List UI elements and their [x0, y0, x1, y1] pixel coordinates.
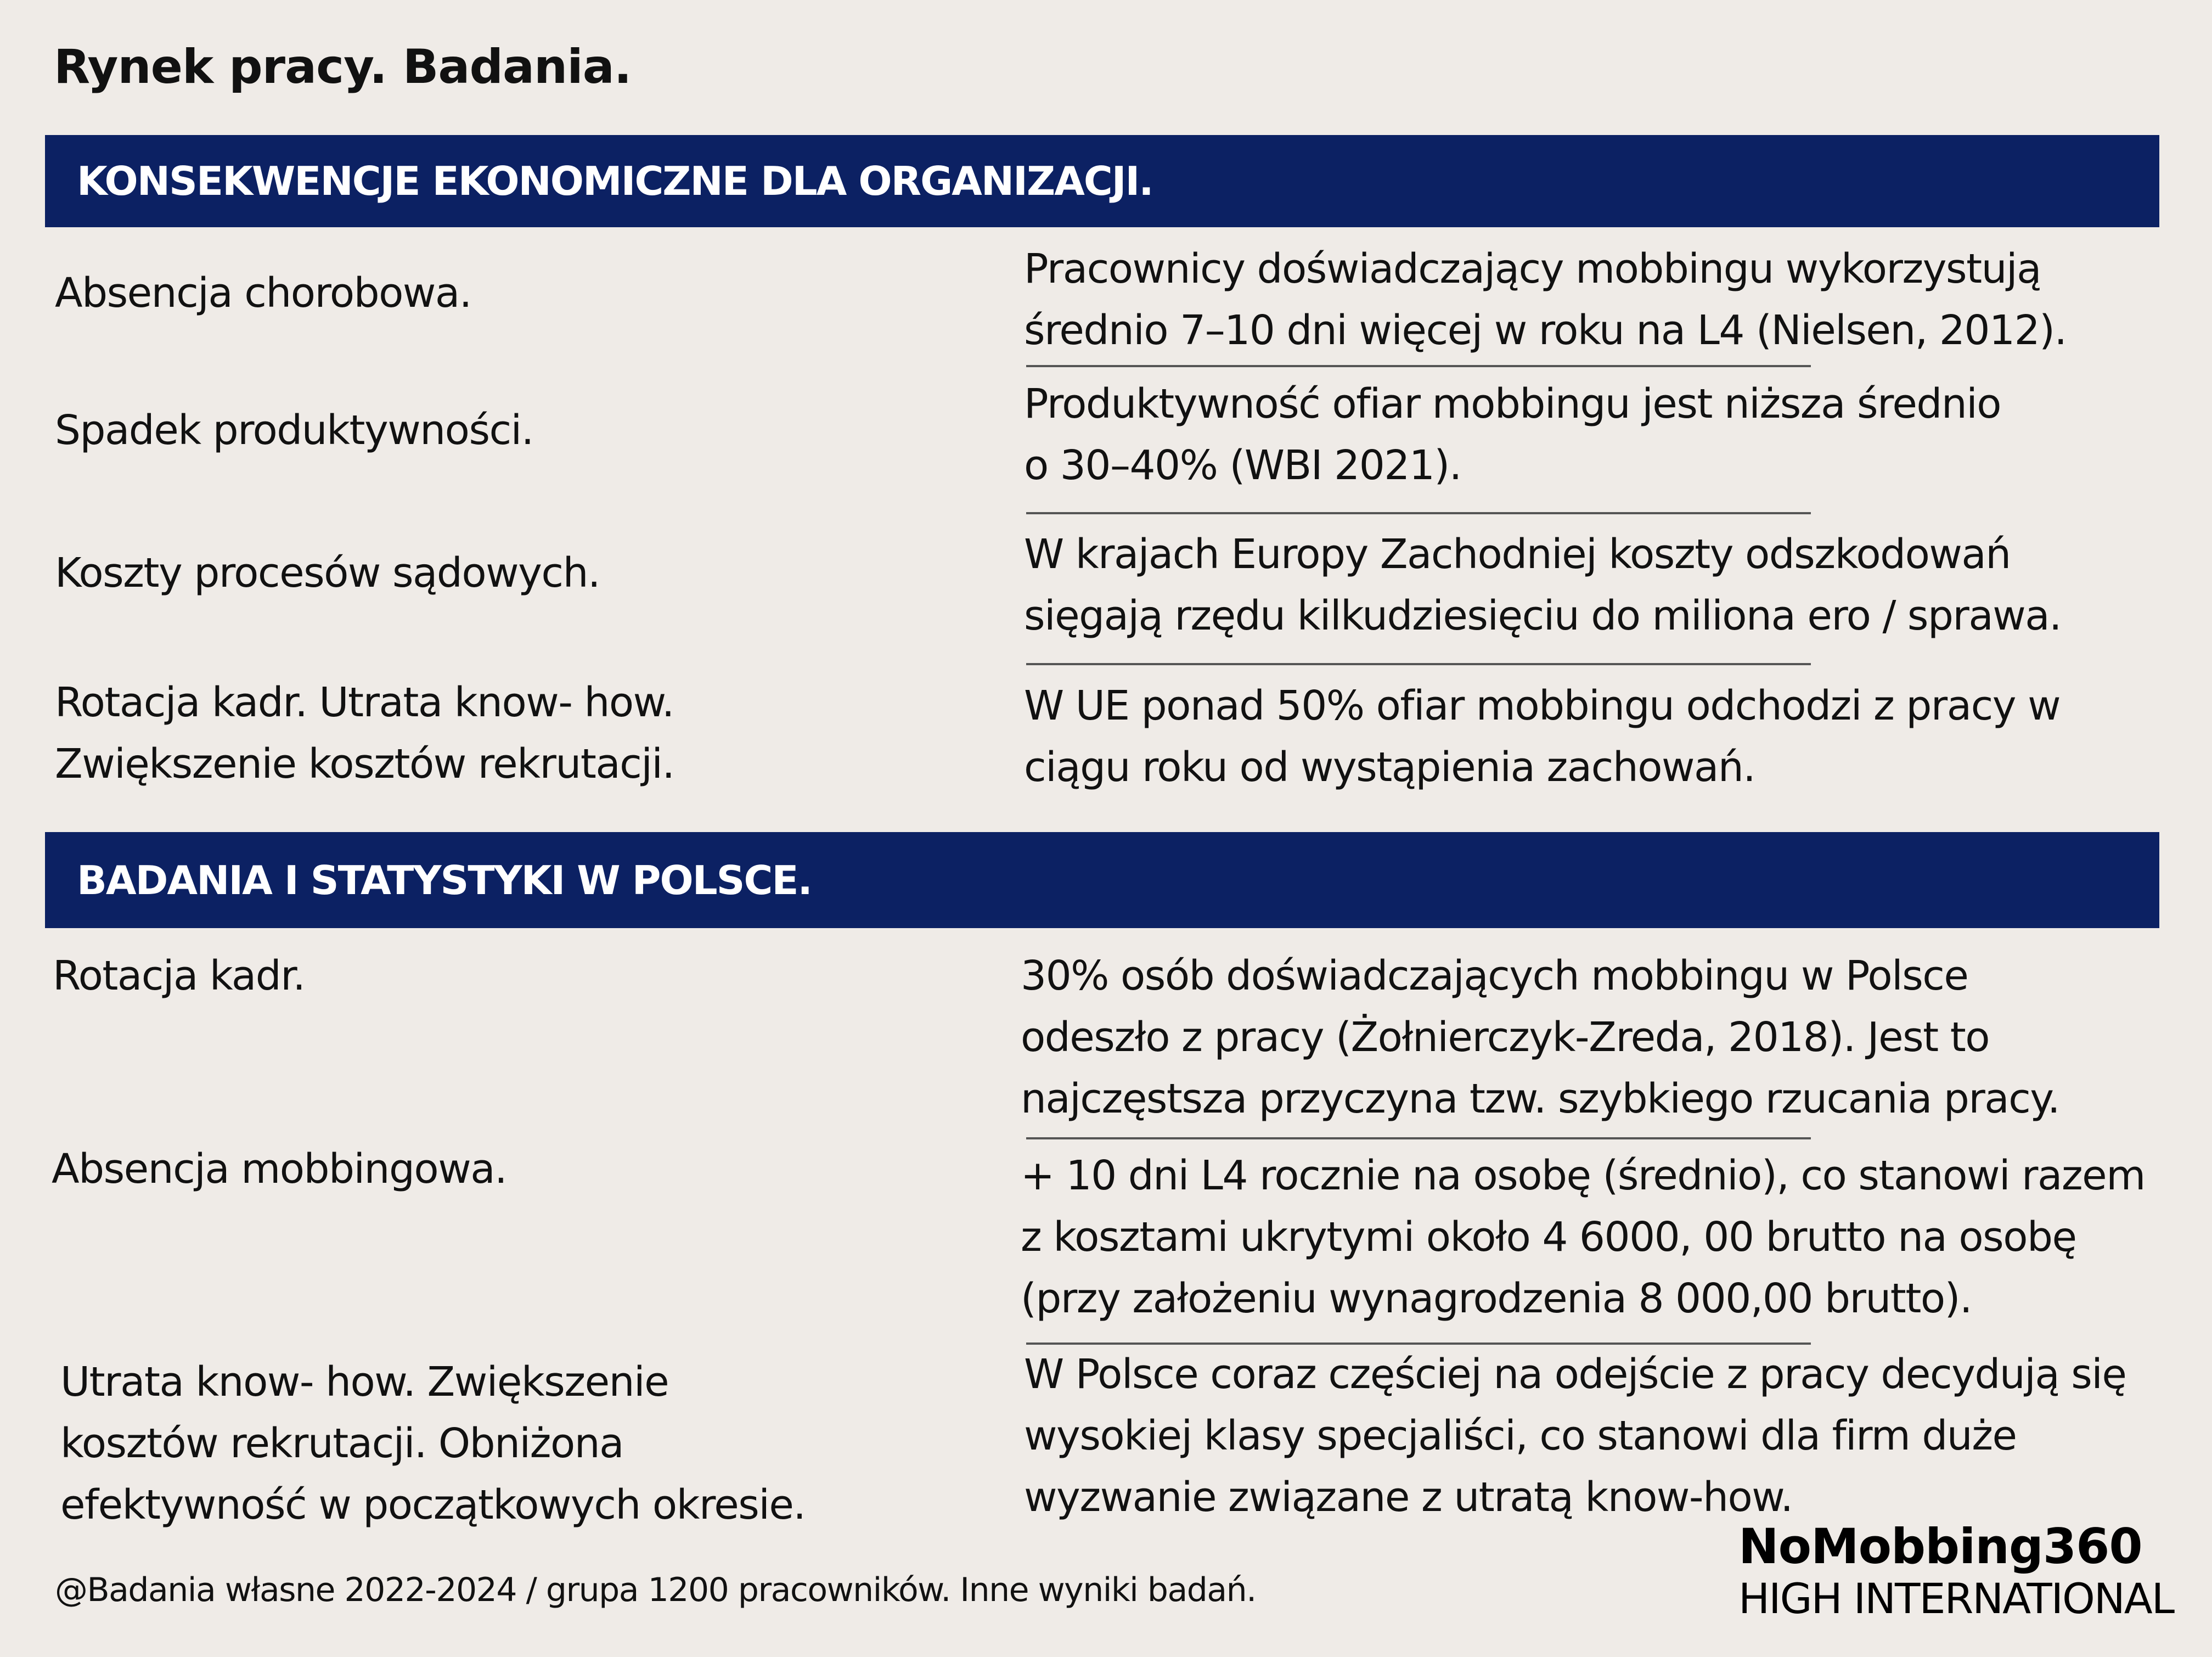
row-divider: [1026, 512, 1811, 514]
row-divider: [1026, 365, 1811, 367]
row-detail: Pracownicy doświadczający mobbingu wykorzystują średnio 7–10 dni więcej w roku na L4 (Nielsen, 2012).: [1024, 245, 2067, 354]
section-heading: BADANIA I STATYSTYKI W POLSCE.: [77, 857, 812, 903]
row-label: Absencja mobbingowa.: [52, 1145, 507, 1193]
row-detail: Produktywność ofiar mobbingu jest niższa średnio o 30–40% (WBI 2021).: [1024, 380, 2001, 489]
brand-tagline: HIGH INTERNATIONAL: [1738, 1574, 2174, 1623]
row-detail: 30% osób doświadczających mobbingu w Polsce odeszło z pracy (Żołnierczyk-Zreda, 2018). Jest to najczęstsza przyczyna tzw. szybkiego rzucania pracy.: [1021, 952, 2060, 1122]
page-title: Rynek pracy. Badania.: [54, 40, 632, 94]
section-heading: KONSEKWENCJE EKONOMICZNE DLA ORGANIZACJI.: [77, 158, 1153, 204]
row-label: Rotacja kadr.: [53, 952, 305, 999]
footer-source-note: @Badania własne 2022-2024 / grupa 1200 pracowników. Inne wyniki badań.: [55, 1571, 1256, 1609]
row-label: Absencja chorobowa.: [55, 269, 471, 317]
section-header-economic-consequences: [45, 135, 2159, 227]
row-label: Spadek produktywności.: [55, 407, 533, 454]
row-detail: W Polsce coraz częściej na odejście z pracy decydują się wysokiej klasy specjaliści, co stanowi dla firm duże wyzwanie związane z utratą know-how.: [1024, 1351, 2126, 1521]
row-detail: W UE ponad 50% ofiar mobbingu odchodzi z pracy w ciągu roku od wystąpienia zachowań.: [1024, 682, 2061, 791]
row-label: Utrata know- how. Zwiększenie kosztów rekrutacji. Obniżona efektywność w początkowych okresie.: [60, 1358, 806, 1529]
brand-name: NoMobbing360: [1738, 1518, 2142, 1575]
row-label: Rotacja kadr. Utrata know- how. Zwiększenie kosztów rekrutacji.: [55, 679, 674, 788]
row-label: Koszty procesów sądowych.: [55, 549, 600, 597]
row-divider: [1026, 1137, 1811, 1139]
row-detail: + 10 dni L4 rocznie na osobę (średnio), co stanowi razem z kosztami ukrytymi około 4 6000, 00 brutto na osobę (przy założeniu wynagrodzenia 8 000,00 brutto).: [1021, 1152, 2145, 1322]
brand-logo: [1738, 1519, 2194, 1624]
row-divider: [1026, 663, 1811, 665]
row-detail: W krajach Europy Zachodniej koszty odszkodowań sięgają rzędu kilkudziesięciu do miliona ero / sprawa.: [1024, 531, 2062, 639]
section-header-poland-statistics: [45, 832, 2159, 928]
